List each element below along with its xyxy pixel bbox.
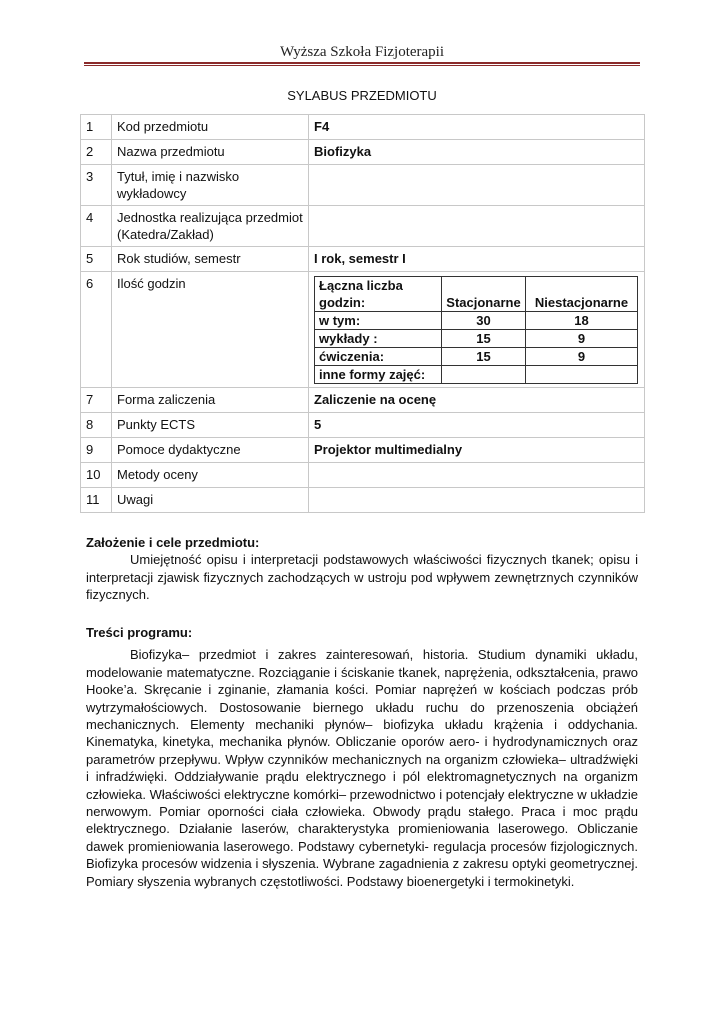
hours-row — [315, 366, 638, 384]
row-number: 9 — [81, 438, 112, 463]
hours-part-time: 9 — [526, 330, 638, 348]
hours-part-time: 18 — [526, 312, 638, 330]
row-value: 5 — [309, 413, 645, 438]
content-title: Treści programu: — [86, 625, 193, 640]
hours-table — [314, 276, 638, 384]
syllabus-table — [80, 114, 645, 513]
aims-text: Umiejętność opisu i interpretacji podstawowych właściwości fizycznych tkanek; opisu i interpretacji zjawisk fizycznych zachodzących w ustroju pod wpływem zewnętrznych czynników fizycznych. — [86, 552, 638, 603]
hours-row — [315, 330, 638, 348]
row-label: Jednostka realizująca przedmiot (Katedra/Zakład) — [112, 206, 309, 247]
hours-full-time: 15 — [442, 330, 526, 348]
row-value: Zaliczenie na ocenę — [309, 388, 645, 413]
row-number: 1 — [81, 115, 112, 140]
table-row — [81, 115, 645, 140]
hours-full-time: 30 — [442, 312, 526, 330]
table-row — [81, 388, 645, 413]
hours-header-total: Łączna liczba godzin: — [315, 277, 442, 312]
hours-row-label: wykłady : — [315, 330, 442, 348]
row-number: 7 — [81, 388, 112, 413]
table-row — [81, 247, 645, 272]
row-label: Uwagi — [112, 488, 309, 513]
hours-row-label: inne formy zajęć: — [315, 366, 442, 384]
hours-row — [315, 348, 638, 366]
content-text: Biofizyka– przedmiot i zakres zainteresowań, historia. Studium dynamiki układu, modelowanie matematyczne. Rozciąganie i ściskanie tkanek, naprężenia, odkształcenia, prawo Hooke’a. Skręcanie i zginanie, złamania kości. Pomiar naprężeń w kościach podczas prób wytrzymałościowych. Dostosowanie biernego układu ruchu do przenoszenia obciążeń mechanicznych. Elementy mechaniki płynów– biofizyka układu krążenia i oddychania. Kinematyka, kinetyka, mechanika płynów. Obliczanie oporów aero- i hydrodynamicznych oraz parametrów przepływu. Wpływ czynników mechanicznych na organizm człowieka– ultradźwięki i infradźwięki. Oddziaływanie prądu elektrycznego i pól elektromagnetycznych na organizm człowieka. Właściwości elektryczne komórki– przewodnictwo i potencjały elektryczne w układzie nerwowym. Pomiar oporności ciała człowieka. Obwody prądu stałego. Praca i moc prądu elektrycznego. Działanie laserów, charakterystyka promieniowania laserowego. Obliczanie dawek promieniowania laserowego. Podstawy cybernetyki- regulacja procesów fizjologicznych. Biofizyka procesów widzenia i słyszenia. Wybrane zagadnienia z zakresu optyki geometrycznej. Pomiary słyszenia wybranych częstotliwości. Podstawy bioenergetyki i termokinetyki. — [86, 647, 638, 889]
row-value — [309, 165, 645, 206]
content-section — [86, 624, 638, 890]
table-row — [81, 413, 645, 438]
aims-section — [86, 534, 638, 604]
row-value — [309, 206, 645, 247]
row-label: Metody oceny — [112, 463, 309, 488]
row-value — [309, 463, 645, 488]
row-label: Nazwa przedmiotu — [112, 140, 309, 165]
table-row — [81, 488, 645, 513]
header-rule-thin — [84, 65, 640, 66]
page-header: Wyższa Szkoła Fizjoterapii — [279, 44, 445, 60]
row-value — [309, 488, 645, 513]
row-number: 2 — [81, 140, 112, 165]
hours-part-time: 9 — [526, 348, 638, 366]
hours-full-time: 15 — [442, 348, 526, 366]
row-label: Ilość godzin — [112, 272, 309, 388]
row-label: Kod przedmiotu — [112, 115, 309, 140]
row-number: 4 — [81, 206, 112, 247]
row-number: 10 — [81, 463, 112, 488]
row-value: Biofizyka — [309, 140, 645, 165]
row-label: Rok studiów, semestr — [112, 247, 309, 272]
row-label: Forma zaliczenia — [112, 388, 309, 413]
hours-full-time — [442, 366, 526, 384]
aims-title: Założenie i cele przedmiotu: — [86, 535, 260, 550]
row-number: 3 — [81, 165, 112, 206]
table-row — [81, 272, 645, 388]
row-number: 6 — [81, 272, 112, 388]
header-rule-thick — [84, 62, 640, 64]
row-label: Punkty ECTS — [112, 413, 309, 438]
hours-header-part-time: Niestacjonarne — [526, 277, 638, 312]
table-row — [81, 438, 645, 463]
hours-part-time — [526, 366, 638, 384]
hours-cell — [309, 272, 645, 388]
row-number: 8 — [81, 413, 112, 438]
document-title: SYLABUS PRZEDMIOTU — [287, 88, 437, 103]
table-row — [81, 165, 645, 206]
row-number: 11 — [81, 488, 112, 513]
hours-header-row — [315, 277, 638, 312]
hours-row-label: w tym: — [315, 312, 442, 330]
row-value: F4 — [309, 115, 645, 140]
hours-row-label: ćwiczenia: — [315, 348, 442, 366]
table-row — [81, 463, 645, 488]
row-label: Pomoce dydaktyczne — [112, 438, 309, 463]
row-number: 5 — [81, 247, 112, 272]
table-row — [81, 206, 645, 247]
table-row — [81, 140, 645, 165]
row-value: Projektor multimedialny — [309, 438, 645, 463]
hours-header-full-time: Stacjonarne — [442, 277, 526, 312]
row-value: I rok, semestr I — [309, 247, 645, 272]
hours-row — [315, 312, 638, 330]
row-label: Tytuł, imię i nazwisko wykładowcy — [112, 165, 309, 206]
